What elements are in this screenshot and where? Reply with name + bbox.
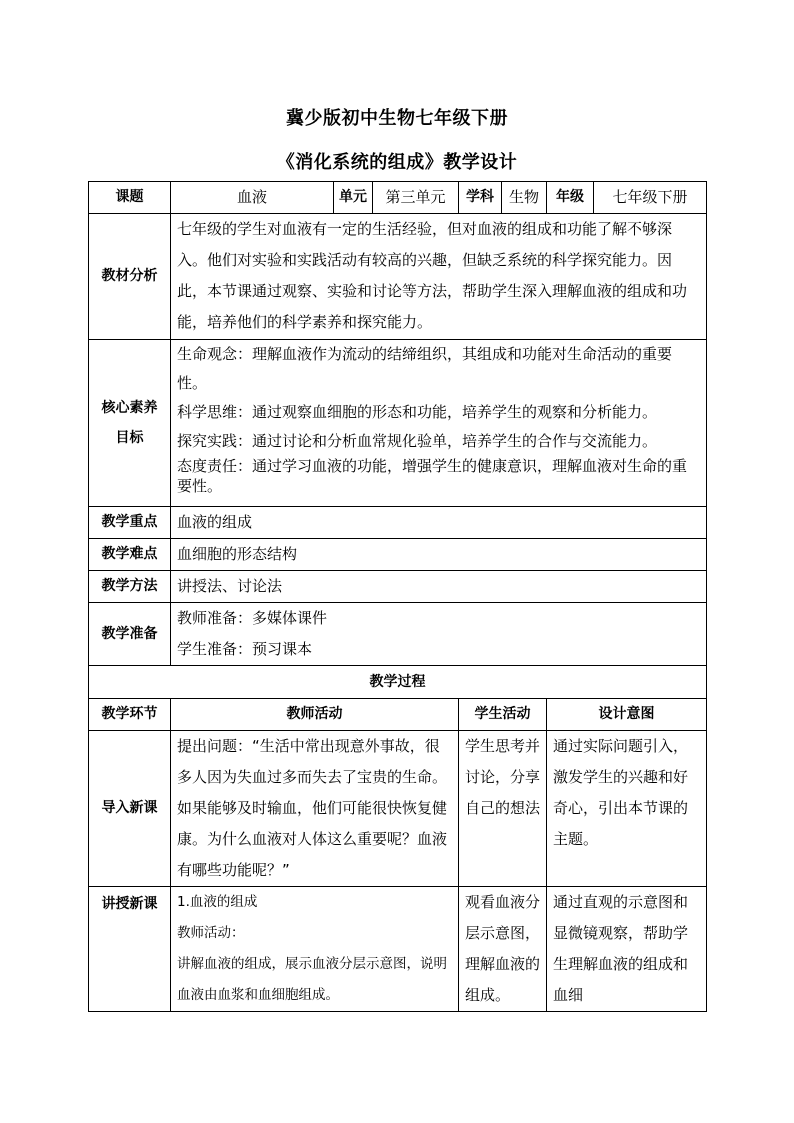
subject-label: 学科: [459, 182, 502, 214]
col-teacher: 教师活动: [171, 699, 459, 731]
teacher-activity: 提出问题：“生活中常出现意外事故，很多人因为失血过多而失去了宝贵的生命。如果能够及时输血，他们可能很快恢复健康。为什么血液对人体这么重要呢？血液有哪些功能呢？”: [171, 731, 459, 887]
unit-label: 单元: [334, 182, 373, 214]
analysis-row: [89, 214, 707, 340]
prep-teacher: 教师准备：多媒体课件: [177, 609, 328, 627]
grade-value: 七年级下册: [594, 182, 707, 214]
design-intent: 通过实际问题引入，激发学生的兴趣和好奇心，引出本节课的主题。: [547, 731, 707, 887]
process-title-row: [89, 666, 707, 699]
grade-label: 年级: [547, 182, 594, 214]
prep-row: [89, 603, 707, 666]
teacher-activity: [171, 887, 459, 1012]
core-item: 科学思维：通过观察血细胞的形态和功能，培养学生的观察和分析能力。: [177, 403, 658, 421]
student-activity: 观看血液分层示意图，理解血液的组成。: [459, 887, 547, 1012]
method-row: [89, 571, 707, 603]
core-row: [89, 340, 707, 507]
core-label: [89, 340, 171, 507]
core-label-line1: 核心素养: [101, 400, 158, 416]
difficulty-row: [89, 539, 707, 571]
teacher-line: 1.血液的组成: [177, 894, 258, 910]
difficulty-label: 教学难点: [89, 539, 171, 571]
core-item: 探究实践：通过讨论和分析血常规化验单，培养学生的合作与交流能力。: [177, 432, 658, 450]
key-point-label: 教学重点: [89, 507, 171, 539]
topic-label: 课题: [89, 182, 171, 214]
teacher-line: 教师活动：: [177, 925, 245, 941]
process-title: 教学过程: [89, 666, 707, 699]
student-activity: 学生思考并讨论，分享自己的想法: [459, 731, 547, 887]
col-student: 学生活动: [459, 699, 547, 731]
prep-student: 学生准备：预习课本: [177, 640, 313, 658]
document-title: 冀少版初中生物七年级下册: [286, 108, 508, 129]
core-item: 生命观念：理解血液作为流动的结缔组织，其组成和功能对生命活动的重要性。: [177, 345, 673, 392]
process-row: [89, 731, 707, 887]
document-subtitle: 《消化系统的组成》教学设计: [276, 152, 518, 173]
process-row: [89, 887, 707, 1012]
process-header-row: [89, 699, 707, 731]
design-intent: 通过直观的示意图和显微镜观察，帮助学生理解血液的组成和血细: [547, 887, 707, 1012]
method-label: 教学方法: [89, 571, 171, 603]
col-stage: 教学环节: [89, 699, 171, 731]
key-point-value: 血液的组成: [171, 507, 707, 539]
analysis-text: 七年级的学生对血液有一定的生活经验，但对血液的组成和功能了解不够深入。他们对实验和实践活动有较高的兴趣，但缺乏系统的科学探究能力。因此，本节课通过观察、实验和讨论等方法，帮助学生深入理解血液的组成和功能，培养他们的科学素养和探究能力。: [171, 214, 707, 340]
stage-name: 讲授新课: [89, 887, 171, 1012]
unit-value: 第三单元: [373, 182, 459, 214]
key-point-row: [89, 507, 707, 539]
teacher-line: 讲解血液的组成，展示血液分层示意图，说明血液由血浆和血细胞组成。: [177, 956, 447, 1003]
analysis-label: 教材分析: [89, 214, 171, 340]
topic-value: 血液: [171, 182, 334, 214]
stage-name: 导入新课: [89, 731, 171, 887]
prep-label: 教学准备: [89, 603, 171, 666]
subject-value: 生物: [502, 182, 547, 214]
core-text: [171, 340, 707, 507]
core-label-line2: 目标: [115, 430, 144, 446]
prep-text: [171, 603, 707, 666]
col-intent: 设计意图: [547, 699, 707, 731]
core-item: 态度责任：通过学习血液的功能，增强学生的健康意识，理解血液对生命的重要性。: [177, 457, 688, 495]
method-value: 讲授法、讨论法: [171, 571, 707, 603]
lesson-plan-table: [88, 181, 707, 1012]
header-row: [89, 182, 707, 214]
difficulty-value: 血细胞的形态结构: [171, 539, 707, 571]
